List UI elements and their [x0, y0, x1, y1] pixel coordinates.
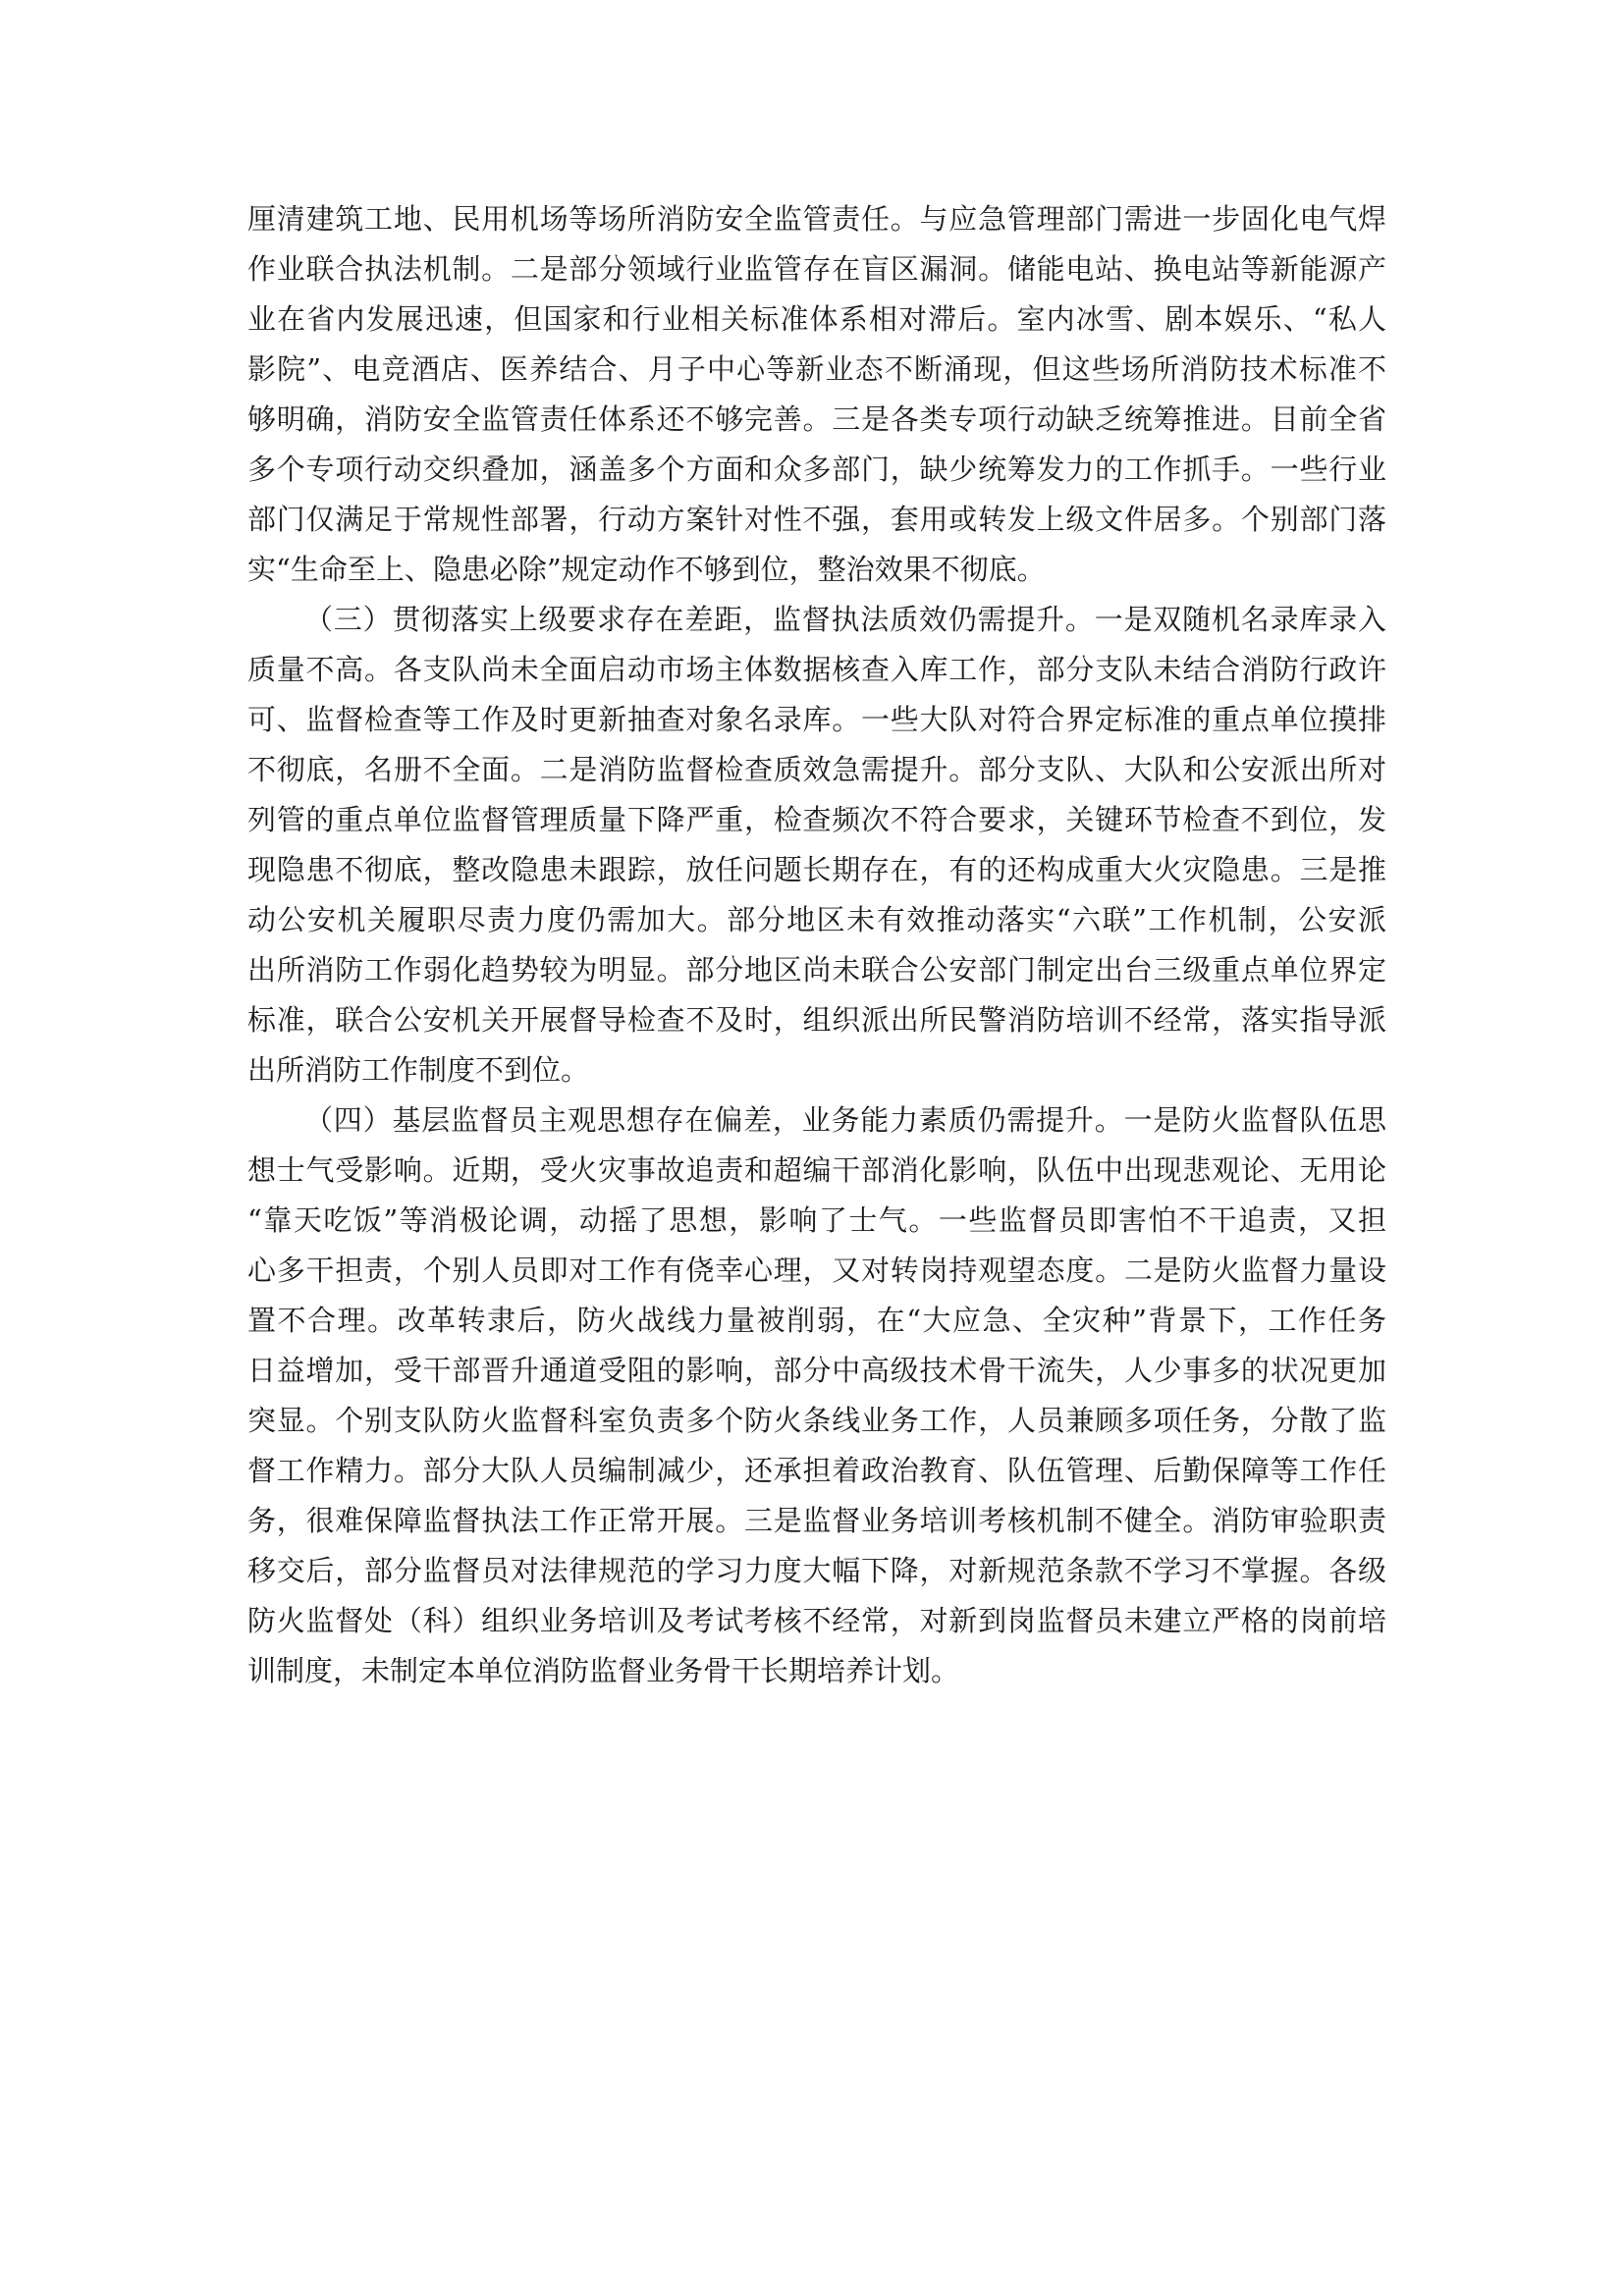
text-line: 突显。个别支队防火监督科室负责多个防火条线业务工作，人员兼顾多项任务，分散了监: [247, 1404, 1386, 1437]
text-line: 日益增加，受干部晋升通道受阻的影响，部分中高级技术骨干流失，人少事多的状况更加: [247, 1354, 1386, 1387]
paragraph-section-four: [247, 1095, 1386, 1696]
text-line: 想士气受影响。近期，受火灾事故追责和超编干部消化影响，队伍中出现悲观论、无用论: [247, 1153, 1386, 1187]
text-line: 务，很难保障监督执法工作正常开展。三是监督业务培训考核机制不健全。消防审验职责: [247, 1504, 1386, 1537]
text-line: 出所消防工作制度不到位。: [247, 1053, 590, 1087]
text-line: 列管的重点单位监督管理质量下降严重，检查频次不符合要求，关键环节检查不到位，发: [247, 803, 1386, 836]
text-line: 防火监督处（科）组织业务培训及考试考核不经常，对新到岗监督员未建立严格的岗前培: [247, 1604, 1386, 1637]
text-line: 心多干担责，个别人员即对工作有侥幸心理，又对转岗持观望态度。二是防火监督力量设: [247, 1254, 1386, 1287]
text-line: 作业联合执法机制。二是部分领域行业监管存在盲区漏洞。储能电站、换电站等新能源产: [247, 252, 1386, 286]
text-line: 督工作精力。部分大队人员编制减少，还承担着政治教育、队伍管理、后勤保障等工作任: [247, 1454, 1386, 1487]
text-line: 不彻底，名册不全面。二是消防监督检查质效急需提升。部分支队、大队和公安派出所对: [247, 753, 1386, 786]
text-line: 训制度，未制定本单位消防监督业务骨干长期培养计划。: [247, 1654, 960, 1687]
text-line: 厘清建筑工地、民用机场等场所消防安全监管责任。与应急管理部门需进一步固化电气焊: [247, 202, 1386, 236]
text-line: 部门仅满足于常规性部署，行动方案针对性不强，套用或转发上级文件居多。个别部门落: [247, 503, 1386, 536]
text-line: 出所消防工作弱化趋势较为明显。部分地区尚未联合公安部门制定出台三级重点单位界定: [247, 953, 1386, 987]
text-line: 质量不高。各支队尚未全面启动市场主体数据核查入库工作，部分支队未结合消防行政许: [247, 653, 1386, 686]
paragraph-continuation: [247, 194, 1386, 595]
text-line: 够明确，消防安全监管责任体系还不够完善。三是各类专项行动缺乏统筹推进。目前全省: [247, 402, 1386, 436]
text-line: 移交后，部分监督员对法律规范的学习力度大幅下降，对新规范条款不学习不掌握。各级: [247, 1554, 1386, 1587]
text-line: 现隐患不彻底，整改隐患未跟踪，放任问题长期存在，有的还构成重大火灾隐患。三是推: [247, 853, 1386, 886]
text-line-heading: （三）贯彻落实上级要求存在差距，监督执法质效仍需提升。一是双随机名录库录入: [304, 603, 1386, 636]
text-line: 影院”、电竞酒店、医养结合、月子中心等新业态不断涌现，但这些场所消防技术标准不: [247, 352, 1386, 386]
text-line: 可、监督检查等工作及时更新抽查对象名录库。一些大队对符合界定标准的重点单位摸排: [247, 703, 1386, 736]
text-line: 标准，联合公安机关开展督导检查不及时，组织派出所民警消防培训不经常，落实指导派: [247, 1003, 1386, 1037]
text-line: “靠天吃饭”等消极论调，动摇了思想，影响了士气。一些监督员即害怕不干追责，又担: [247, 1203, 1386, 1237]
text-line: 实“生命至上、隐患必除”规定动作不够到位，整治效果不彻底。: [247, 553, 1046, 586]
text-line: 置不合理。改革转隶后，防火战线力量被削弱，在“大应急、全灾种”背景下，工作任务: [247, 1304, 1386, 1337]
text-line-heading: （四）基层监督员主观思想存在偏差，业务能力素质仍需提升。一是防火监督队伍思: [304, 1103, 1386, 1137]
text-line: 动公安机关履职尽责力度仍需加大。部分地区未有效推动落实“六联”工作机制，公安派: [247, 903, 1386, 936]
document-body: [247, 194, 1386, 1696]
text-line: 业在省内发展迅速，但国家和行业相关标准体系相对滞后。室内冰雪、剧本娱乐、“私人: [247, 302, 1386, 336]
text-line: 多个专项行动交织叠加，涵盖多个方面和众多部门，缺少统筹发力的工作抓手。一些行业: [247, 453, 1386, 486]
paragraph-section-three: [247, 595, 1386, 1095]
